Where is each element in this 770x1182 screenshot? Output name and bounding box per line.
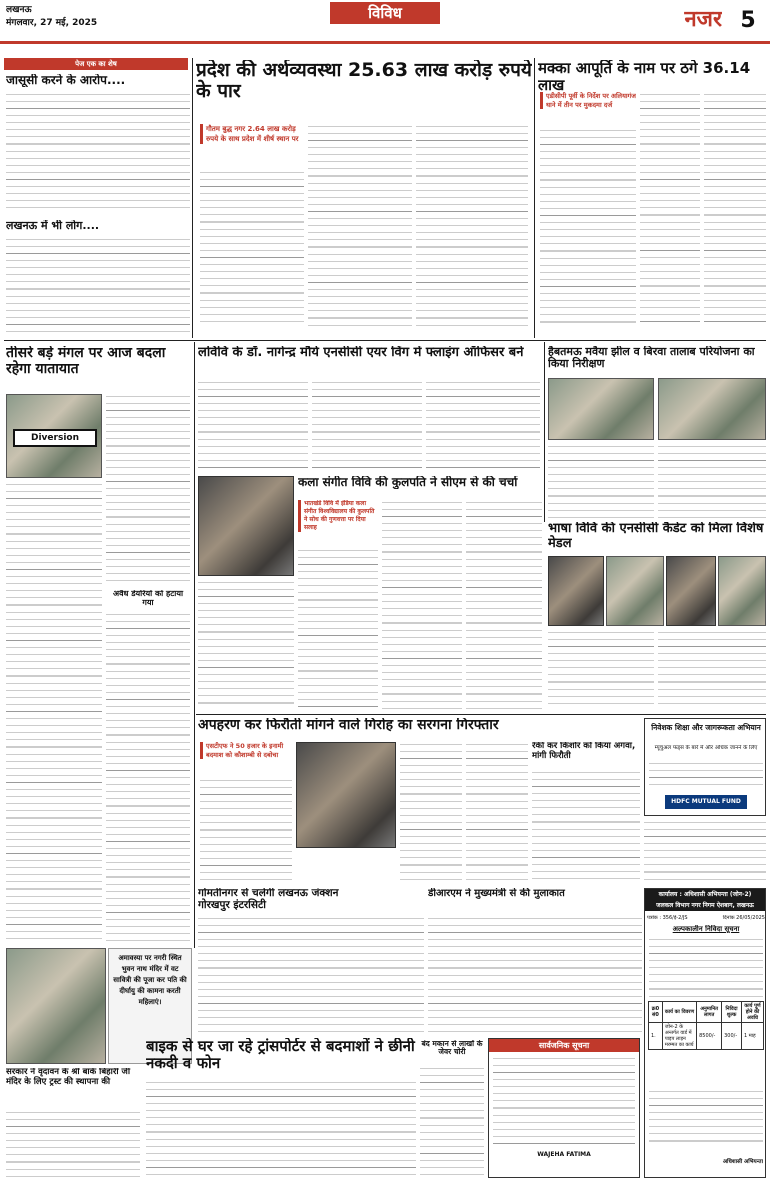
bhasha-body-2 <box>658 630 766 710</box>
diversion-sign: Diversion <box>13 429 97 447</box>
bhasha-photo-4 <box>718 556 766 626</box>
theft-body <box>420 1066 484 1178</box>
public-notice-name: WAJEHA FATIMA <box>537 1151 591 1158</box>
spy-body <box>6 92 190 214</box>
tender-col-fee: निविदा शुल्क <box>722 1002 742 1023</box>
traffic-body-3 <box>106 612 190 944</box>
ration-headline: मक्का आपूर्ति के नाम पर ठगे 36.14 लाख <box>538 60 751 94</box>
tender-col-sn: क्र0 सं0 <box>649 1002 663 1023</box>
hdfc-logo: HDFC MUTUAL FUND <box>665 795 747 809</box>
ncc-body-3 <box>426 380 540 470</box>
tender-heading: अल्पकालीन निविदा सूचना <box>672 925 740 933</box>
tender-row-work: जोन-2 के अन्तर्गत वार्ड में पाइप लाइन मरम्मत का कार्य <box>662 1023 696 1050</box>
vrindavan-headline: सरकार ने वृंदावन के श्री बांके बिहारी जी मंदिर के लिए ट्रस्ट की स्थापना की <box>6 1068 131 1087</box>
column-divider <box>194 342 195 948</box>
education-ad-sub: म्यूचुअल फंड्स के बारे में और अधिक जानने के लिए <box>654 745 758 751</box>
masthead-dateline <box>6 4 97 30</box>
drm-body <box>428 916 642 1032</box>
tender-row-cost: 8500/- <box>697 1023 722 1050</box>
masthead <box>0 0 770 44</box>
masthead-city: लखनऊ <box>6 5 32 15</box>
masthead-date: मंगलवार, 27 मई, 2025 <box>6 18 98 28</box>
bhasha-body-1 <box>548 630 654 710</box>
tender-row-sn: 1. <box>649 1023 663 1050</box>
tender-notice <box>644 888 766 1178</box>
vc-body-1 <box>198 580 294 710</box>
page-number: 5 <box>740 8 756 33</box>
tender-office: कार्यालय : अधिशासी अभियन्ता (जोन-2) <box>658 891 752 898</box>
economy-body-2 <box>308 124 412 328</box>
vc-headline: कला संगीत विवि की कुलपति ने सीएम से की चर्चा <box>298 476 518 489</box>
education-ad-title: निवेशक शिक्षा और जागरूकता अभियान <box>651 723 761 732</box>
ncc-body-1 <box>198 380 308 470</box>
ncc-body-2 <box>312 380 422 470</box>
tender-table <box>648 1001 764 1050</box>
lake-photo-1 <box>548 378 654 440</box>
economy-highlight: गौतम बुद्ध नगर 2.64 लाख करोड़ रुपये के साथ प्रदेश में शीर्ष स्थान पर <box>200 124 304 144</box>
vc-photo <box>198 476 294 576</box>
tender-signature: अधिशासी अभियन्ता <box>722 1159 763 1165</box>
traffic-headline: तीसरे बड़े मंगल पर आज बदला रहेगा यातायात <box>6 346 166 377</box>
ration-body-1 <box>540 128 636 328</box>
bhasha-photo-3 <box>666 556 716 626</box>
kidnap-accused-photo <box>296 742 396 848</box>
lucknow-subhead: लखनऊ में भी लोग.... <box>6 220 100 232</box>
tender-terms <box>649 1089 763 1145</box>
kidnap-body-2 <box>400 742 462 884</box>
amavasya-caption: अमावस्या पर नगरी स्थित भुवन नाथ मंदिर में वट सावित्री की पूजा कर पति की दीर्घायु की कामना करती महिलाएं। <box>108 948 192 1064</box>
tender-date: दिनांक 26/05/2025 <box>722 915 765 921</box>
economy-headline: प्रदेश की अर्थव्यवस्था 25.63 लाख करोड़ रुपये के पार <box>196 60 532 103</box>
kidnap-body-3 <box>466 742 528 884</box>
economy-body-1 <box>200 170 304 328</box>
bhasha-headline: भाषा विवि की एनसीसी कैडेट को मिला विशेष मेडल <box>548 522 764 551</box>
tender-row-time: 1 माह <box>742 1023 764 1050</box>
public-notice-body <box>493 1056 635 1146</box>
public-notice-title: सार्वजनिक सूचना <box>489 1039 639 1052</box>
traffic-body-2 <box>6 482 102 944</box>
bhasha-photo-1 <box>548 556 604 626</box>
bike-body <box>146 1080 416 1178</box>
ration-highlight: एडीसीपी पूर्वी के निर्देश पर अलियागंज थाने में तीन पर मुकदमा दर्ज <box>540 92 636 109</box>
tender-table-header <box>649 1002 764 1023</box>
tender-row-fee: 300/- <box>722 1023 742 1050</box>
vc-body-2 <box>298 548 378 710</box>
bike-headline: बाइक से घर जा रहे ट्रांसपोर्टर से बदमाशों ने छीनी नकदी व फोन <box>146 1038 415 1072</box>
lake-photo-2 <box>658 378 766 440</box>
vc-highlight: भातखंडे विवि में इंडिया कला संगीत विश्वविद्यालय की कुलपति ने सोध की गुणवत्ता पर दिया सलाह <box>298 500 378 532</box>
vrindavan-body <box>6 1110 140 1178</box>
lucknow-body <box>6 237 190 337</box>
kidnap-side-headline: रेकी कर किशोर को किया अगवा, मांगी फिरौती <box>532 742 636 761</box>
tender-ref: पत्रांक : 356/ई-2/JS <box>647 915 688 921</box>
public-notice <box>488 1038 640 1178</box>
lake-headline: हैबतमऊ मवैया झील व बिरवा तालाब परियोजना का किया निरीक्षण <box>548 346 755 371</box>
tender-header <box>645 889 765 911</box>
tender-col-time: कार्य पूर्ण होने की अवधि <box>742 1002 764 1023</box>
spy-headline: जासूसी करने के आरोप.... <box>6 74 126 87</box>
vc-body-4 <box>466 500 542 710</box>
tender-body <box>649 937 763 997</box>
column-divider <box>544 342 545 522</box>
ncc-headline: लविवि के डॉ. नागेन्द्र मौर्य एनसीसी एयर विंग में फ्लाइंग ऑफिसर बने <box>198 346 524 360</box>
ration-body-2 <box>640 92 700 328</box>
kidnap-side-body <box>532 770 640 884</box>
table-row <box>649 1023 764 1050</box>
gomti-body <box>198 916 424 1032</box>
lake-body-2 <box>658 444 766 518</box>
newspaper-logo: नजर <box>684 7 722 32</box>
kidnap-body-1 <box>200 778 292 884</box>
dairy-subhead: अवैध डेयरियों को हटाया गया <box>112 590 184 607</box>
bhasha-photo-2 <box>606 556 664 626</box>
tender-dept: जलकल विभाग नगर निगम ऐशबाग, लखनऊ <box>656 902 754 909</box>
ration-body-3 <box>704 92 766 328</box>
education-ad <box>644 718 766 816</box>
kidnap-headline: अपहरण कर फिरौती मांगने वाले गिरोह का सरगना गिरफ्तार <box>198 718 499 733</box>
kidnap-highlight: एसटीएफ ने 50 हजार के इनामी बदमाश को कौशाम्बी से दबोचा <box>200 742 292 759</box>
column-divider <box>192 58 193 338</box>
economy-body-3 <box>416 124 528 328</box>
tender-col-cost: अनुमानित लागत <box>697 1002 722 1023</box>
traffic-body-1 <box>106 394 190 584</box>
theft-headline: बंद मकान से लाखों के जेवर चोरी <box>421 1040 483 1057</box>
gomti-headline: गोमतीनगर से चलेगी लखनऊ जंक्शन गोरखपुर इंटरसिटी <box>198 888 339 911</box>
diversion-photo <box>6 394 102 478</box>
lake-body-3 <box>548 444 654 518</box>
drm-headline: डीआरएम ने मुख्यमंत्री से की मुलाकात <box>428 888 565 899</box>
education-ad-body <box>649 761 763 791</box>
continued-strip: पेज एक का शेष <box>4 58 188 70</box>
vc-body-3 <box>382 500 462 710</box>
tender-col-work: कार्य का विवरण <box>662 1002 696 1023</box>
mutual-fund-disclaimer <box>644 820 766 884</box>
amavasya-photo <box>6 948 106 1064</box>
column-divider <box>534 58 535 338</box>
section-title: विविध <box>330 2 440 24</box>
section-divider <box>196 714 766 715</box>
section-divider <box>4 340 766 341</box>
